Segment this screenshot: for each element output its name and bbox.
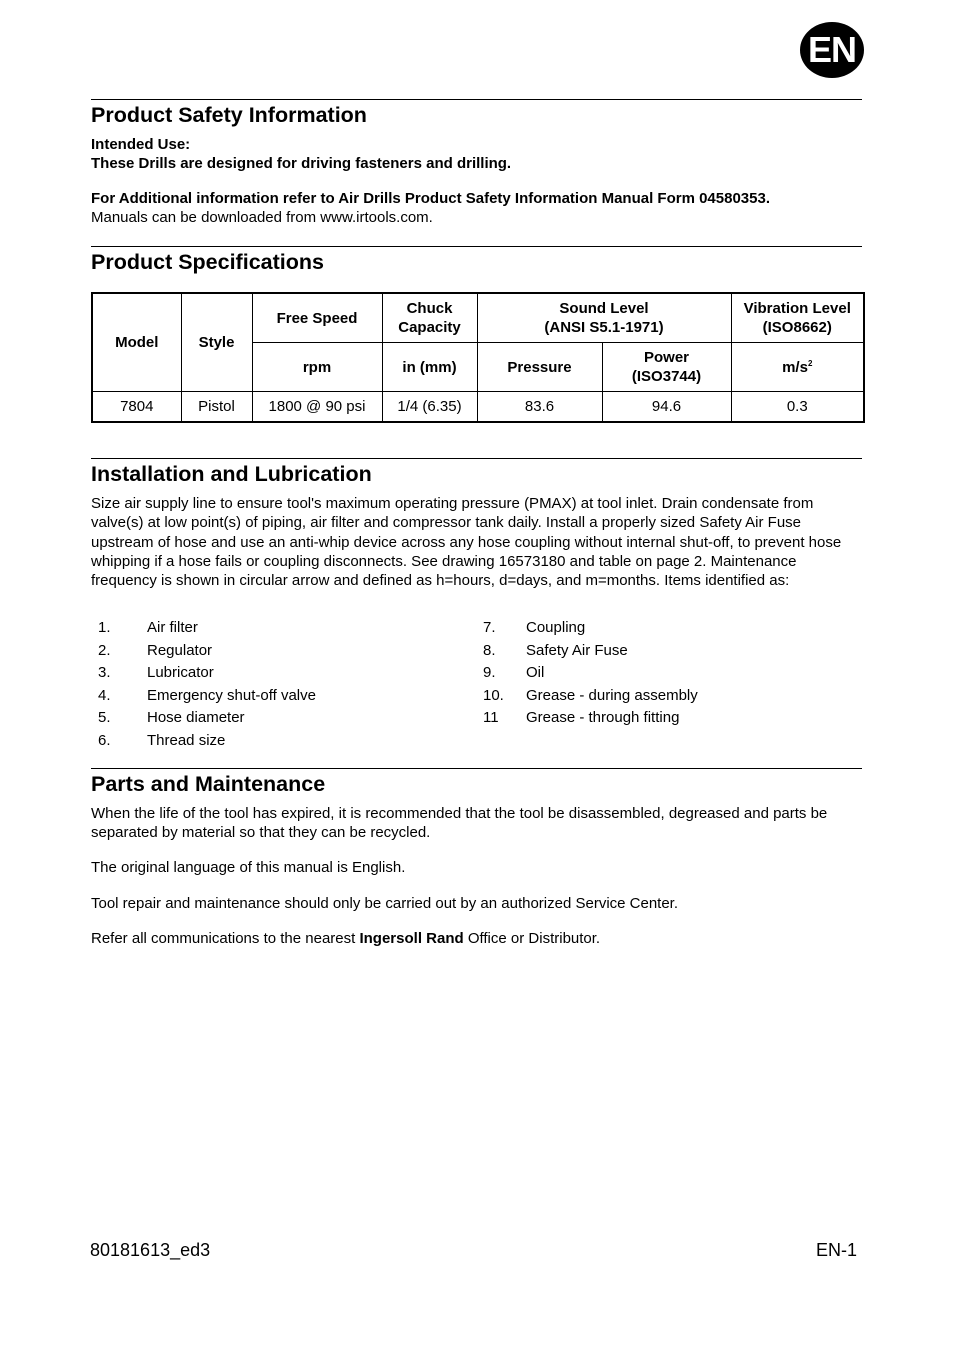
item-label: Emergency shut-off valve [147,686,316,704]
item-number: 2. [98,641,111,659]
cell-pressure: 83.6 [477,392,602,423]
header-pressure: Pressure [477,343,602,392]
unit-ms2 [731,343,864,392]
section-divider [91,768,862,769]
section-divider [91,246,862,247]
unit-in-mm: in (mm) [382,343,477,392]
list-item [98,707,316,730]
item-label: Safety Air Fuse [526,641,628,659]
item-number: 8. [483,641,496,659]
section-divider [91,458,862,459]
header-model: Model [92,293,181,392]
header-sound-level [477,293,731,343]
header-power [602,343,731,392]
header-vibration-level [731,293,864,343]
item-label: Air filter [147,619,198,636]
list-item [483,640,698,663]
installation-title: Installation and Lubrication [91,462,372,486]
intended-use-label: Intended Use: [91,136,191,153]
header-style: Style [181,293,252,392]
specifications-title: Product Specifications [91,250,324,274]
vibration-line1: Vibration Level [743,300,851,317]
cell-vibration: 0.3 [731,392,864,423]
original-language-text: The original language of this manual is English. [91,859,406,876]
item-number: 3. [98,664,111,681]
safety-title: Product Safety Information [91,103,367,127]
item-number: 10. [483,686,504,704]
items-list-right [483,617,698,730]
item-number: 4. [98,686,111,704]
list-item [98,617,316,640]
list-item [483,685,698,708]
brand-name: Ingersoll Rand [359,930,464,947]
list-item [98,640,316,663]
power-line1: Power [643,349,689,366]
item-label: Lubricator [147,664,214,681]
list-item [98,685,316,708]
cell-chuck: 1/4 (6.35) [382,392,477,423]
unit-ms-superscript: 2 [807,358,813,368]
chuck-line1: Chuck [406,300,453,317]
specifications-table [91,292,865,423]
item-number: 9. [483,664,496,681]
cell-model: 7804 [92,392,181,423]
item-label: Grease - through fitting [526,709,680,726]
intended-use-text: These Drills are designed for driving fasteners and drilling. [91,155,512,172]
item-number: 6. [98,731,111,749]
communications-before: Refer all communications to the nearest [91,930,360,947]
vibration-line2: (ISO8662) [762,319,832,336]
cell-style: Pistol [181,392,252,423]
header-free-speed: Free Speed [252,293,382,343]
item-label: Grease - during assembly [526,686,698,704]
manuals-download-text: Manuals can be downloaded from www.irtools.com. [91,209,433,226]
chuck-line2: Capacity [398,319,461,336]
list-item [98,730,316,753]
parts-recycle-paragraph: When the life of the tool has expired, it is recommended that the tool be disassembled, degreased and parts be separated by material so that they can be recycled. [91,805,828,842]
item-label: Hose diameter [147,709,245,726]
language-badge: EN [800,22,864,78]
communications-text [91,929,863,948]
sound-line2: (ANSI S5.1-1971) [544,319,664,336]
list-item [483,617,698,640]
installation-paragraph: Size air supply line to ensure tool's maximum operating pressure (PMAX) at tool inlet. Drain condensate from valve(s) at low point(s) of piping, air filter and compressor tank daily. Install a properly sized Safety Air Fuse upstream of hose and use an anti-whip device across any hose coupling without internal shut-off, to prevent hose whipping if a hose fails or coupling disconnects. See drawing 16573180 and table on page 2. Maintenance frequency is shown in circular arrow and defined as h=hours, d=days, and m=months. Items identified as: [91,495,842,590]
item-number: 5. [98,709,111,726]
item-label: Oil [526,664,545,681]
unit-ms-base: m/s [782,358,808,376]
section-divider [91,99,862,100]
item-number: 11 [483,709,499,726]
repair-text: Tool repair and maintenance should only be carried out by an authorized Service Center. [91,895,679,912]
table-row [92,392,864,423]
item-number: 1. [98,619,111,636]
item-number: 7. [483,619,496,636]
item-label: Thread size [147,731,226,749]
communications-after: Office or Distributor. [463,930,601,947]
parts-title: Parts and Maintenance [91,772,326,796]
page-number: EN-1 [816,1240,858,1260]
item-label: Coupling [526,619,586,636]
cell-power: 94.6 [602,392,731,423]
header-chuck-capacity [382,293,477,343]
list-item [483,707,698,730]
list-item [98,662,316,685]
power-line2: (ISO3744) [631,368,702,385]
additional-info-text: For Additional information refer to Air Drills Product Safety Information Manual Form 04580353. [91,190,770,207]
document-id: 80181613_ed3 [90,1240,211,1260]
items-list-left [98,617,316,752]
list-item [483,662,698,685]
sound-line1: Sound Level [559,300,649,317]
item-label: Regulator [147,641,213,659]
unit-rpm: rpm [252,343,382,392]
cell-free-speed: 1800 @ 90 psi [252,392,382,423]
